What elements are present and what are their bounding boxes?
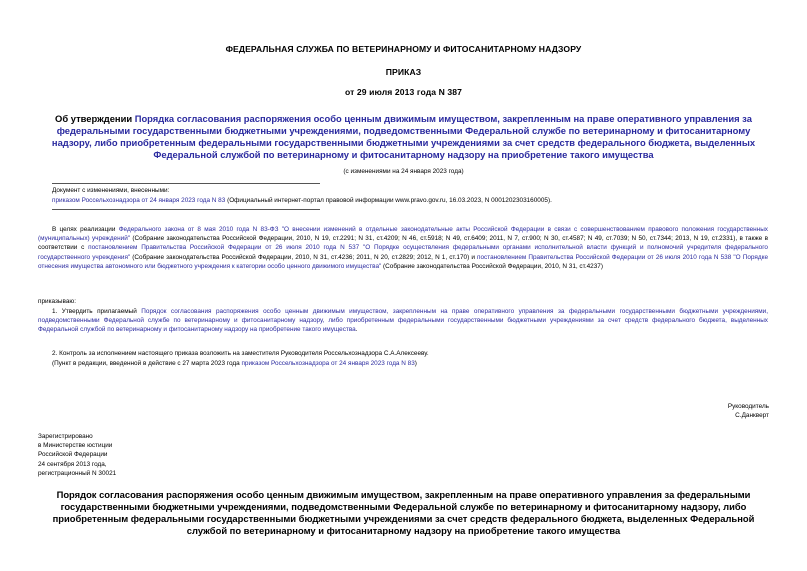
preamble-paragraph [38, 225, 768, 271]
registration-line-4: 24 сентября 2013 года, [38, 460, 107, 468]
preamble-text-3: (Собрание законодательства Российской Федерации, 2010, N 31, ст.4236; 2011, N 20, ст.2829; 2012, N 1, ст.170) и [130, 253, 478, 261]
registration-line-3: Российской Федерации [38, 451, 108, 459]
changes-source: (Официальный интернет-портал правовой информации www.pravo.gov.ru, 16.03.2023, N 0001202303160005). [225, 197, 552, 204]
item-2-note-suffix: ) [414, 360, 417, 367]
item-1-prefix: 1. Утвердить прилагаемый [52, 308, 142, 315]
agency-name: ФЕДЕРАЛЬНАЯ СЛУЖБА ПО ВЕТЕРИНАРНОМУ И ФИТОСАНИТАРНОМУ НАДЗОРУ [225, 44, 582, 54]
preamble-text-2: (Собрание законодательства Российской Федерации, 2010, N 19, ст.2291; N 31, ст.4209; N 46, ст.5918; N 49, ст.6409; 2011, N 7, ст.900; N 30, ст.4587; N 49, ст.7039; N 50, ст.7344; 2013, N 19, ст.2331), в также в соответствии с [38, 235, 768, 252]
amendment-order-link[interactable]: приказом Россельхознадзора от 24 января 2023 года N 83 [241, 360, 415, 367]
preamble-text-1: В целях реализации [52, 226, 119, 233]
revision-note: (с изменениями на 24 января 2023 года) [343, 168, 464, 175]
procedure-link[interactable]: Порядок согласования распоряжения особо ценным движимым имуществом, закрепленным на праве оперативного управления за федеральными государственными бюджетными учреждениями, подведомственными Федеральной службе по ветеринарному и фитосанитарному надзору, либо приобретенным федеральными государственными бюджетными учреждениями за счет средств федерального бюджета, выделенных Федеральной службой по ветеринарному и фитосанитарному надзору на приобретение такого имущества [38, 308, 768, 334]
registration-line-2: в Министерстве юстиции [38, 442, 113, 450]
changes-order-link[interactable]: приказом Россельхознадзора от 24 января 2023 года N 83 [52, 197, 226, 204]
title-order-link[interactable]: Порядка согласования распоряжения особо ценным движимым имуществом, закрепленным на праве оперативного управления за федеральными государственными бюджетными учреждениями, подведомственными Федеральной службе по ветеринарному и фитосанитарному надзору, либо приобретенным федеральными государственными бюджетными учреждениями за счет средств федерального бюджета, выделенных Федеральной службой по ветеринарному и фитосанитарному надзору на приобретение такого имущества [51, 113, 756, 160]
registration-line-1: Зарегистрировано [38, 433, 93, 440]
item-2-note-prefix: (Пункт в редакции, введенной в действие с 27 марта 2023 года [52, 360, 242, 367]
doc-date-number: от 29 июля 2013 года N 387 [344, 87, 463, 97]
registration-block [38, 432, 116, 478]
order-word: приказываю: [38, 298, 76, 305]
appendix-title: Порядок согласования распоряжения особо ценным движимым имуществом, закрепленным на праве оперативного управления за федеральными государственными бюджетными учреждениями, подведомственными Федеральной службе по ветеринарному и фитосанитарному надзору, либо приобретенным федеральными государственными бюджетными учреждениями за счет средств федерального бюджета, выделенных Федеральной службой по ветеринарному и фитосанитарному надзору на приобретение такого имущества [52, 489, 755, 536]
changes-line [52, 196, 772, 205]
federal-law-link[interactable]: Федерального закона от 8 мая 2010 года N 83-ФЗ "О внесении изменений в отдельные законодательные акты Российской Федерации в связи с совершенствованием правового положения государственных (муниципальных) учреждений" [38, 226, 768, 243]
signature-name: С.Данкверт [735, 412, 769, 419]
changes-label: Документ с изменениями, внесенными: [52, 187, 170, 194]
item-2-note [52, 359, 767, 368]
document-title [36, 113, 771, 161]
doc-type: ПРИКАЗ [385, 67, 422, 77]
resolution-537-link[interactable]: постановлением Правительства Российской Федерации от 26 июля 2010 года N 537 "О Порядке осуществления федеральными органами исполнительной власти функций и полномочий учредителя федерального государственного учреждения" [38, 244, 768, 261]
title-prefix: Об утверждении [55, 113, 135, 124]
registration-line-5: регистрационный N 30021 [38, 469, 117, 477]
item-1-suffix: . [355, 326, 358, 334]
item-1 [38, 307, 768, 335]
item-2: 2. Контроль за исполнением настоящего приказа возложить на заместителя Руководителя Россельхознадзора С.А.Алексееву. [52, 350, 429, 357]
resolution-538-link[interactable]: постановлением Правительства Российской Федерации от 26 июля 2010 года N 538 "О Порядке отнесения имущества автономного или бюджетного учреждения к категории особо ценного движимого имущества" [38, 253, 768, 270]
divider-bottom [52, 209, 320, 210]
preamble-text-4: (Собрание законодательства Российской Федерации, 2010, N 31, ст.4237) [381, 262, 603, 270]
signature-position: Руководитель [727, 403, 769, 410]
divider-top [52, 183, 320, 184]
